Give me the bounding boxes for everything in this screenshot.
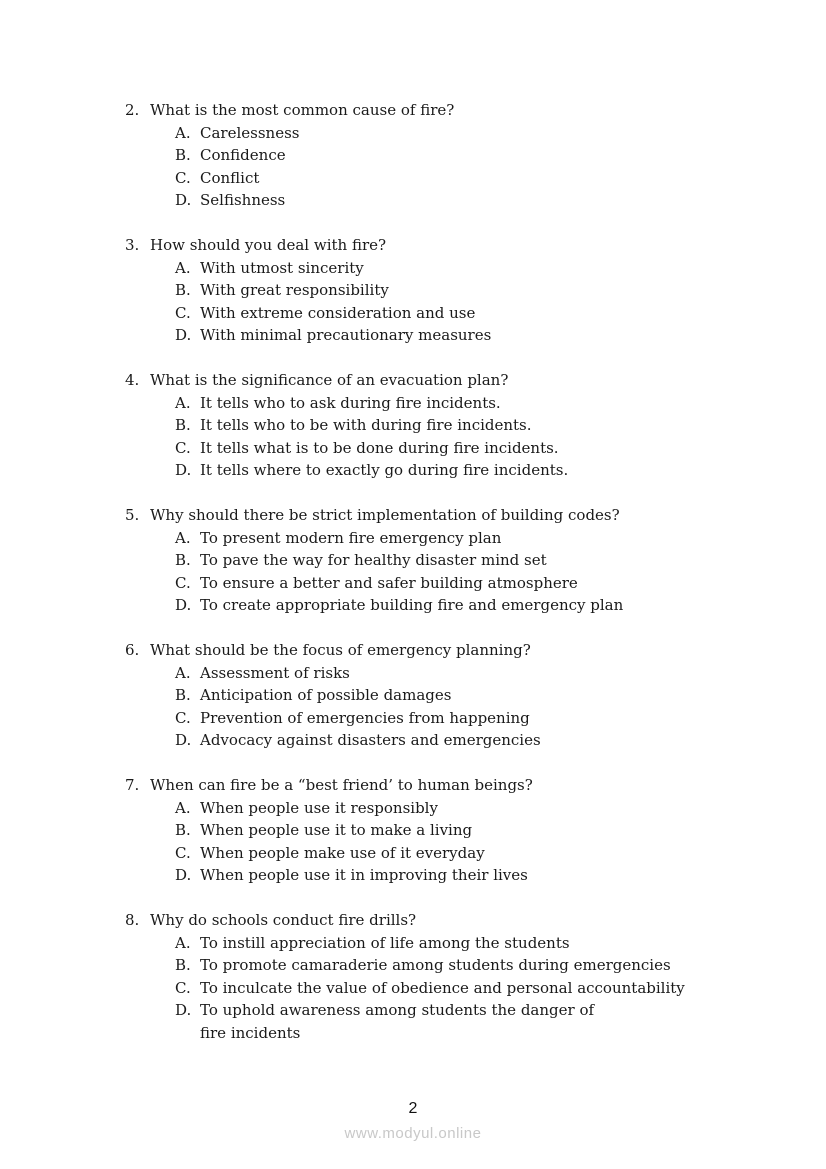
answer-option xyxy=(125,797,765,820)
answer-option xyxy=(125,414,765,437)
option-letter: B. xyxy=(175,416,191,434)
question-block xyxy=(125,504,765,617)
question xyxy=(125,504,765,527)
question xyxy=(125,369,765,392)
option-letter: C. xyxy=(175,843,191,862)
option-letter: C. xyxy=(175,438,191,457)
option-letter: C. xyxy=(175,303,191,322)
question-block xyxy=(125,369,765,482)
answer-option xyxy=(125,977,765,1000)
option-letter: A. xyxy=(175,258,191,277)
question-number: 6. xyxy=(125,641,140,659)
option-letter: D. xyxy=(175,1001,192,1019)
option-text: Carelessness xyxy=(200,123,300,142)
answer-option xyxy=(125,572,765,595)
option-text: Anticipation of possible damages xyxy=(200,686,452,704)
option-text: To inculcate the value of obedience and personal accountability xyxy=(200,978,685,997)
answer-option xyxy=(125,707,765,730)
option-letter: B. xyxy=(175,281,191,299)
answer-option xyxy=(125,842,765,865)
option-letter: B. xyxy=(175,686,191,704)
question-text: Why do schools conduct fire drills? xyxy=(150,911,417,929)
answer-option xyxy=(125,954,765,977)
question-text: How should you deal with fire? xyxy=(150,236,387,254)
answer-option xyxy=(125,144,765,167)
option-text: Assessment of risks xyxy=(200,663,350,682)
question-text: When can fire be a “best friend’ to human beings? xyxy=(150,776,533,794)
answer-option xyxy=(125,459,765,482)
option-text: Confidence xyxy=(200,146,286,164)
answer-option xyxy=(125,594,765,617)
question-block xyxy=(125,909,765,1044)
answer-option xyxy=(125,932,765,955)
answer-option xyxy=(125,684,765,707)
option-letter: B. xyxy=(175,956,191,974)
answer-option xyxy=(125,189,765,212)
option-letter: A. xyxy=(175,393,191,412)
answer-option xyxy=(125,122,765,145)
question-block xyxy=(125,774,765,887)
option-text: With minimal precautionary measures xyxy=(200,326,492,344)
option-letter: C. xyxy=(175,573,191,592)
question xyxy=(125,99,765,122)
answer-option xyxy=(125,999,765,1022)
answer-option xyxy=(125,257,765,280)
option-text: Prevention of emergencies from happening xyxy=(200,708,530,727)
option-letter: B. xyxy=(175,551,191,569)
answer-option xyxy=(125,662,765,685)
question-block xyxy=(125,99,765,212)
option-letter: B. xyxy=(175,821,191,839)
option-text: When people make use of it everyday xyxy=(200,843,485,862)
option-letter: D. xyxy=(175,461,192,479)
option-text: When people use it to make a living xyxy=(200,821,473,839)
answer-option xyxy=(125,324,765,347)
option-letter: A. xyxy=(175,798,191,817)
option-text: Conflict xyxy=(200,168,260,187)
option-letter: C. xyxy=(175,168,191,187)
option-text: When people use it responsibly xyxy=(200,798,438,817)
option-letter: A. xyxy=(175,528,191,547)
question-block xyxy=(125,234,765,347)
question-text: What is the significance of an evacuation plan? xyxy=(150,371,509,389)
option-letter: D. xyxy=(175,596,192,614)
option-text: It tells who to ask during fire incidents. xyxy=(200,393,501,412)
option-text: To ensure a better and safer building atmosphere xyxy=(200,573,578,592)
question-number: 5. xyxy=(125,506,140,524)
question-block xyxy=(125,639,765,752)
option-letter: A. xyxy=(175,933,191,952)
question xyxy=(125,909,765,932)
answer-option xyxy=(125,864,765,887)
question xyxy=(125,234,765,257)
question-text: What is the most common cause of fire? xyxy=(150,101,455,119)
page-number: 2 xyxy=(408,1100,418,1117)
answer-option xyxy=(125,279,765,302)
question-text: Why should there be strict implementation of building codes? xyxy=(150,506,620,524)
question-text: What should be the focus of emergency planning? xyxy=(150,641,531,659)
question-number: 3. xyxy=(125,236,140,254)
answer-option xyxy=(125,819,765,842)
option-text: To promote camaraderie among students during emergencies xyxy=(200,956,671,974)
option-text: To uphold awareness among students the danger of xyxy=(200,1001,595,1019)
answer-option xyxy=(125,392,765,415)
question xyxy=(125,639,765,662)
option-letter: D. xyxy=(175,191,192,209)
option-text: It tells who to be with during fire incidents. xyxy=(200,416,532,434)
option-text: Selfishness xyxy=(200,191,286,209)
option-text: With utmost sincerity xyxy=(200,258,364,277)
question-number: 2. xyxy=(125,101,140,119)
option-text: It tells where to exactly go during fire incidents. xyxy=(200,461,569,479)
option-text: To create appropriate building fire and emergency plan xyxy=(200,596,624,614)
option-text: To pave the way for healthy disaster mind set xyxy=(200,551,547,569)
answer-option xyxy=(125,302,765,325)
option-text: When people use it in improving their lives xyxy=(200,866,528,884)
answer-option xyxy=(125,437,765,460)
option-text-continuation: fire incidents xyxy=(200,1023,301,1042)
option-text: It tells what is to be done during fire incidents. xyxy=(200,438,559,457)
option-text: To instill appreciation of life among the students xyxy=(200,933,570,952)
question-number: 7. xyxy=(125,776,140,794)
question xyxy=(125,774,765,797)
option-letter: D. xyxy=(175,866,192,884)
question-number: 4. xyxy=(125,371,140,389)
watermark: www.modyul.online xyxy=(344,1125,482,1142)
answer-option xyxy=(125,167,765,190)
question-number: 8. xyxy=(125,911,140,929)
answer-option xyxy=(125,527,765,550)
option-letter: D. xyxy=(175,326,192,344)
option-letter: D. xyxy=(175,731,192,749)
option-letter: A. xyxy=(175,123,191,142)
option-text: To present modern fire emergency plan xyxy=(200,528,502,547)
option-letter: B. xyxy=(175,146,191,164)
answer-option xyxy=(125,729,765,752)
option-text: Advocacy against disasters and emergencies xyxy=(200,731,541,749)
option-letter: C. xyxy=(175,978,191,997)
option-letter: C. xyxy=(175,708,191,727)
answer-option xyxy=(125,549,765,572)
option-text: With great responsibility xyxy=(200,281,389,299)
option-letter: A. xyxy=(175,663,191,682)
option-text: With extreme consideration and use xyxy=(200,303,476,322)
